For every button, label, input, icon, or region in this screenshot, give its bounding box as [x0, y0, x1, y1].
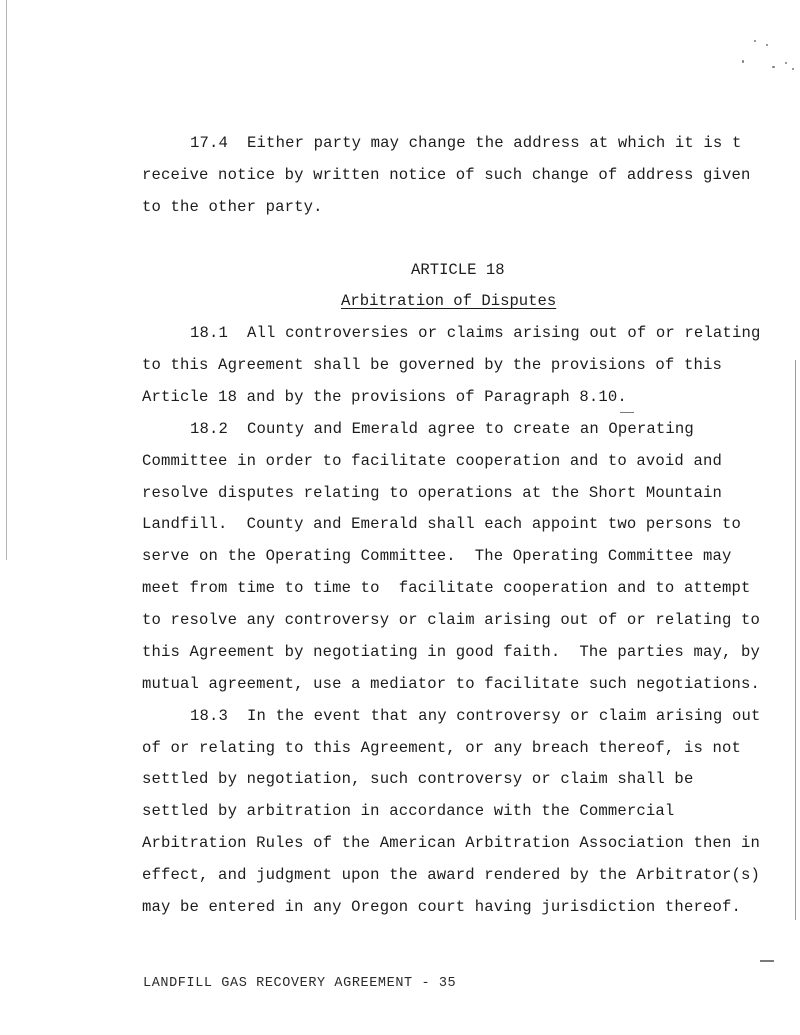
scan-edge-right: [795, 360, 796, 920]
section-18-1-line-2: to this Agreement shall be governed by the provisions of this: [142, 356, 722, 374]
section-18-2-line-4: Landfill. County and Emerald shall each appoint two persons to: [142, 515, 741, 533]
section-18-2-line-6: meet from time to time to facilitate cooperation and to attempt: [142, 579, 751, 597]
scan-speck: [785, 62, 787, 64]
scan-speck: [772, 66, 775, 68]
scan-speck: [760, 960, 774, 962]
section-18-2-line-8: this Agreement by negotiating in good faith. The parties may, by: [142, 643, 761, 661]
section-18-2-line-5: serve on the Operating Committee. The Operating Committee may: [142, 547, 732, 565]
section-18-1-line-3: Article 18 and by the provisions of Paragraph 8.10.: [142, 388, 627, 406]
article-title: ARTICLE 18: [411, 261, 505, 279]
section-18-2-line-2: Committee in order to facilitate cooperation and to avoid and: [142, 452, 722, 470]
section-18-3-line-4: settled by arbitration in accordance with the Commercial: [142, 802, 675, 820]
section-18-3-line-5: Arbitration Rules of the American Arbitration Association then in: [142, 834, 761, 852]
scan-speck: [620, 412, 634, 413]
article-subtitle: Arbitration of Disputes: [341, 292, 557, 310]
section-18-2-line-9: mutual agreement, use a mediator to facilitate such negotiations.: [142, 675, 761, 693]
section-18-1-line-1: 18.1 All controversies or claims arising out of or relating: [190, 324, 761, 342]
scan-speck: [792, 68, 794, 70]
section-17-4-line-1: 17.4 Either party may change the address at which it is t: [190, 134, 742, 152]
page-footer: LANDFILL GAS RECOVERY AGREEMENT - 35: [143, 976, 457, 991]
scan-edge-left: [6, 0, 7, 560]
section-18-3-line-1: 18.3 In the event that any controversy or claim arising out: [190, 707, 761, 725]
section-18-3-line-2: of or relating to this Agreement, or any breach thereof, is not: [142, 739, 741, 757]
section-18-3-line-3: settled by negotiation, such controversy or claim shall be: [142, 770, 694, 788]
section-18-2-line-1: 18.2 County and Emerald agree to create an Operating: [190, 420, 694, 438]
section-17-4-line-2: receive notice by written notice of such change of address given: [142, 166, 751, 184]
section-18-3-line-7: may be entered in any Oregon court having jurisdiction thereof.: [142, 898, 741, 916]
section-18-2-line-7: to resolve any controversy or claim arising out of or relating to: [142, 611, 761, 629]
section-18-2-line-3: resolve disputes relating to operations at the Short Mountain: [142, 484, 722, 502]
scan-speck: [742, 60, 744, 63]
section-17-4-line-3: to the other party.: [142, 198, 323, 216]
scan-speck: [754, 40, 756, 42]
section-18-3-line-6: effect, and judgment upon the award rendered by the Arbitrator(s): [142, 866, 761, 884]
scan-speck: [766, 44, 768, 46]
